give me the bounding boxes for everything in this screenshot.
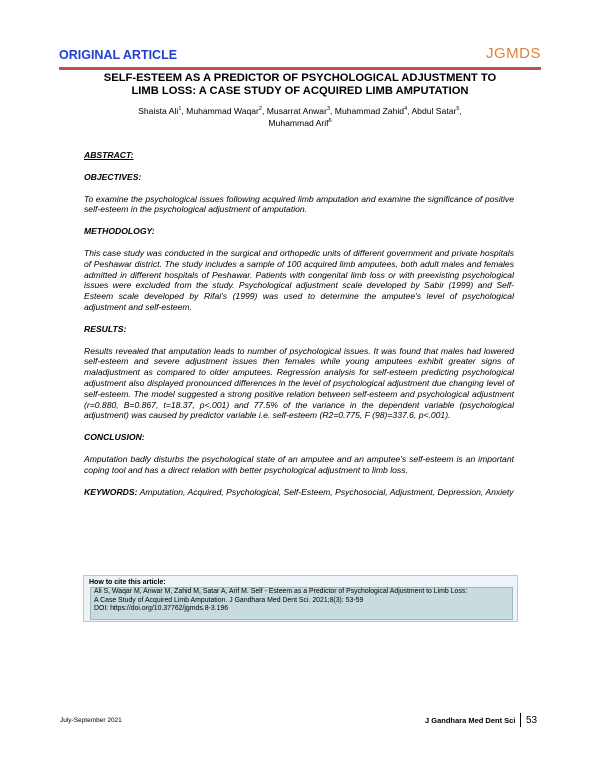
title-line-1: SELF-ESTEEM AS A PREDICTOR OF PSYCHOLOGICAL ADJUSTMENT TO xyxy=(103,72,497,84)
author-affiliation: 5 xyxy=(456,106,460,113)
author-name: Abdul Satar xyxy=(411,106,457,116)
keywords xyxy=(84,487,514,498)
conclusion-text: Amputation badly disturbs the psychological state of an amputee and an amputee's self-esteem is an important coping tool and has a direct relation with better psychological adjustment to limb loss. xyxy=(84,453,514,475)
journal-logo: JGMDS xyxy=(486,45,541,62)
author-list: Shaista Ali$^1$, Muhammad Waqar$^2$, Musarrat Anwar$^3$, Muhammad Zahid$^4$, Abdul Satar$^5$, Muhammad Arif$^6$ xyxy=(138,106,462,128)
footer-date: July-September 2021 xyxy=(60,717,122,724)
citation-line-1: Ali S, Waqar M, Anwar M, Zahid M, Satar A, Arif M. Self - Esteem as a Predictor of Psychological Adjustment to Limb Loss: xyxy=(94,588,468,595)
objectives-heading: OBJECTIVES: xyxy=(84,171,142,182)
title-line-2: LIMB LOSS: A CASE STUDY OF ACQUIRED LIMB AMPUTATION xyxy=(131,85,469,97)
author-affiliation: 4 xyxy=(404,106,408,113)
journal-header xyxy=(59,45,541,70)
methodology-text: This case study was conducted in the surgical and orthopedic units of different government and private hospitals of Peshawar district. The study includes a sample of 100 acquired limb amputees, both adult males and females admitted in different hospitals of Peshawar. Patients with congenital limb loss or with preexisting psychological issues were excluded from the study. Psychological adjustment scale developed by Sabir (1999) and Self-Esteem scale developed by Rifai's (1999) was used to determine the amputee's level of psychological adjustment and self-esteem. xyxy=(84,247,514,312)
results-heading: RESULTS: xyxy=(84,323,127,334)
citation-heading: How to cite this article: xyxy=(89,579,166,586)
article-type-label: ORIGINAL ARTICLE xyxy=(59,48,178,62)
objectives-text: To examine the psychological issues following acquired limb amputation and examine the significance of positive self-esteem in the psychological adjustment of amputation. xyxy=(84,193,514,215)
page-number: 53 xyxy=(526,715,538,726)
author-name: Shaista Ali xyxy=(138,106,179,116)
citation-body xyxy=(90,587,513,620)
results-text: Results revealed that amputation leads to number of psychological issues. It was found that males had lowered self-esteem and severe adjustment issues then females while young amputees exhibit greater signs of maladjustment as compared to older amputees. Regression analysis for self-esteem predicting psychological adjustment also displayed pronounced differences in the level of psychological adjustment due changing level of self-esteem. The model suggested a strong positive relation between self-esteem and psychological adjustment (r=0.880, B=0.867, t=18.37, p<.001) and 77.5% of the variance in the dependent variable (psychological adjustment) was caused by predictor variable i.e. self-esteem (R2=0.775, F (98)=337.6, p<.001). xyxy=(84,345,514,421)
abstract xyxy=(84,150,514,508)
author-affiliation: 3 xyxy=(326,106,331,113)
author-affiliation: 6 xyxy=(328,118,332,125)
article-title xyxy=(70,72,530,98)
abstract-heading: ABSTRACT: xyxy=(84,150,134,160)
author-affiliation: 1 xyxy=(178,106,182,113)
citation-line-2: A Case Study of Acquired Limb Amputation. J Gandhara Med Dent Sci. 2021;8(3): 53-59 xyxy=(94,596,364,604)
author-name: Muhammad Arif xyxy=(268,118,329,128)
methodology-heading: METHODOLOGY: xyxy=(84,226,155,237)
keywords-heading: KEYWORDS: xyxy=(84,486,138,497)
author-name: Musarrat Anwar xyxy=(266,106,327,116)
author-name: Muhammad Waqar xyxy=(186,106,259,116)
footer-journal: J Gandhara Med Dent Sci xyxy=(425,716,516,725)
keywords-text: Amputation, Acquired, Psychological, Self-Esteem, Psychosocial, Adjustment, Depression, Anxiety xyxy=(139,486,514,497)
author-name: Muhammad Zahid xyxy=(334,106,405,116)
author-affiliation: 2 xyxy=(258,106,262,113)
citation-doi[interactable]: DOI: https://doi.org/10.37762/jgmds.8-3.196 xyxy=(94,605,229,613)
conclusion-heading: CONCLUSION: xyxy=(84,432,145,443)
footer-divider xyxy=(520,713,521,727)
citation-box xyxy=(83,575,518,622)
